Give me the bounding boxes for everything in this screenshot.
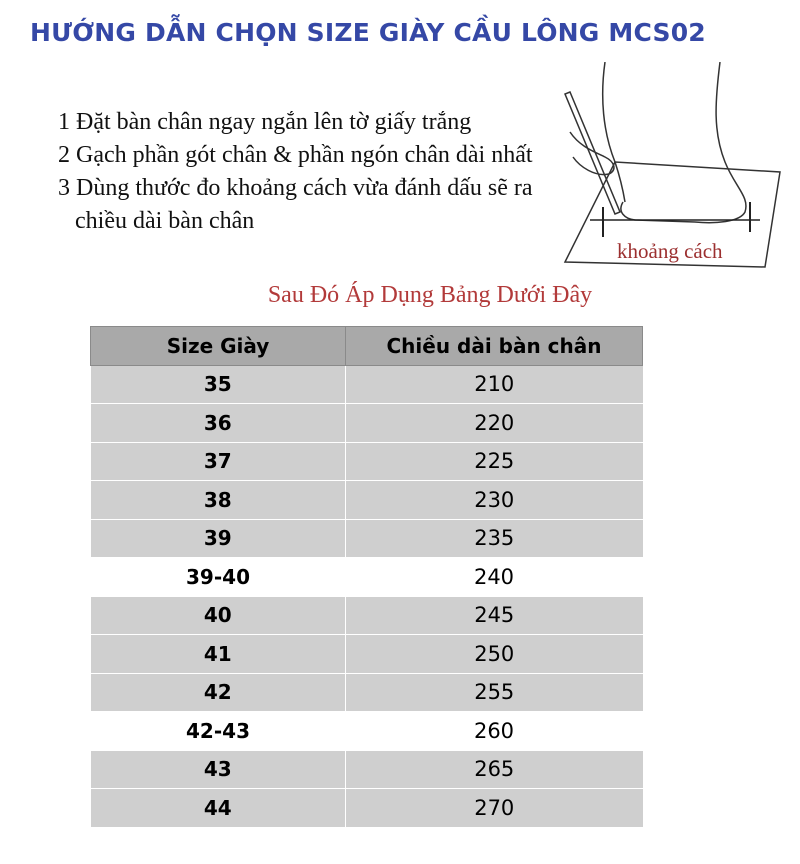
length-cell: 225 bbox=[346, 442, 643, 481]
instruction-step-3: 3 Dùng thước đo khoảng cách vừa đánh dấu sẽ ra bbox=[58, 175, 533, 201]
instruction-step-1: 1 Đặt bàn chân ngay ngắn lên tờ giấy trắng bbox=[58, 109, 472, 135]
length-cell: 245 bbox=[346, 596, 643, 635]
instruction-list bbox=[58, 106, 578, 238]
table-subtitle: Sau Đó Áp Dụng Bảng Dưới Đây bbox=[267, 282, 593, 308]
size-cell: 42-43 bbox=[91, 712, 346, 751]
size-cell: 39 bbox=[91, 519, 346, 558]
instruction-step-3-cont: chiều dài bàn chân bbox=[75, 208, 255, 234]
size-cell: 39-40 bbox=[91, 558, 346, 597]
size-cell: 40 bbox=[91, 596, 346, 635]
size-cell: 44 bbox=[91, 789, 346, 828]
table-row bbox=[91, 712, 643, 751]
length-cell: 255 bbox=[346, 673, 643, 712]
length-cell: 270 bbox=[346, 789, 643, 828]
length-cell: 265 bbox=[346, 750, 643, 789]
size-cell: 35 bbox=[91, 365, 346, 404]
table-header-row bbox=[91, 327, 643, 366]
table-row bbox=[91, 596, 643, 635]
instruction-step-2: 2 Gạch phần gót chân & phần ngón chân dài nhất bbox=[58, 142, 533, 168]
page-title: HƯỚNG DẪN CHỌN SIZE GIÀY CẦU LÔNG MCS02 bbox=[30, 18, 706, 47]
table-row bbox=[91, 789, 643, 828]
table-row bbox=[91, 519, 643, 558]
size-cell: 38 bbox=[91, 481, 346, 520]
table-row bbox=[91, 558, 643, 597]
length-cell: 210 bbox=[346, 365, 643, 404]
table-row bbox=[91, 404, 643, 443]
length-cell: 235 bbox=[346, 519, 643, 558]
size-cell: 37 bbox=[91, 442, 346, 481]
length-cell: 240 bbox=[346, 558, 643, 597]
header-size: Size Giày bbox=[91, 327, 346, 366]
header-length: Chiều dài bàn chân bbox=[346, 327, 643, 366]
table-row bbox=[91, 673, 643, 712]
foot-outline bbox=[621, 62, 746, 223]
table-row bbox=[91, 481, 643, 520]
illustration-label: khoảng cách bbox=[617, 239, 723, 263]
table-row bbox=[91, 635, 643, 674]
size-cell: 42 bbox=[91, 673, 346, 712]
length-cell: 230 bbox=[346, 481, 643, 520]
size-cell: 43 bbox=[91, 750, 346, 789]
length-cell: 250 bbox=[346, 635, 643, 674]
table-row bbox=[91, 442, 643, 481]
length-cell: 260 bbox=[346, 712, 643, 751]
table-row bbox=[91, 750, 643, 789]
size-cell: 41 bbox=[91, 635, 346, 674]
table-row bbox=[91, 365, 643, 404]
foot-measure-illustration bbox=[545, 62, 790, 277]
size-table bbox=[90, 326, 643, 828]
size-cell: 36 bbox=[91, 404, 346, 443]
length-cell: 220 bbox=[346, 404, 643, 443]
